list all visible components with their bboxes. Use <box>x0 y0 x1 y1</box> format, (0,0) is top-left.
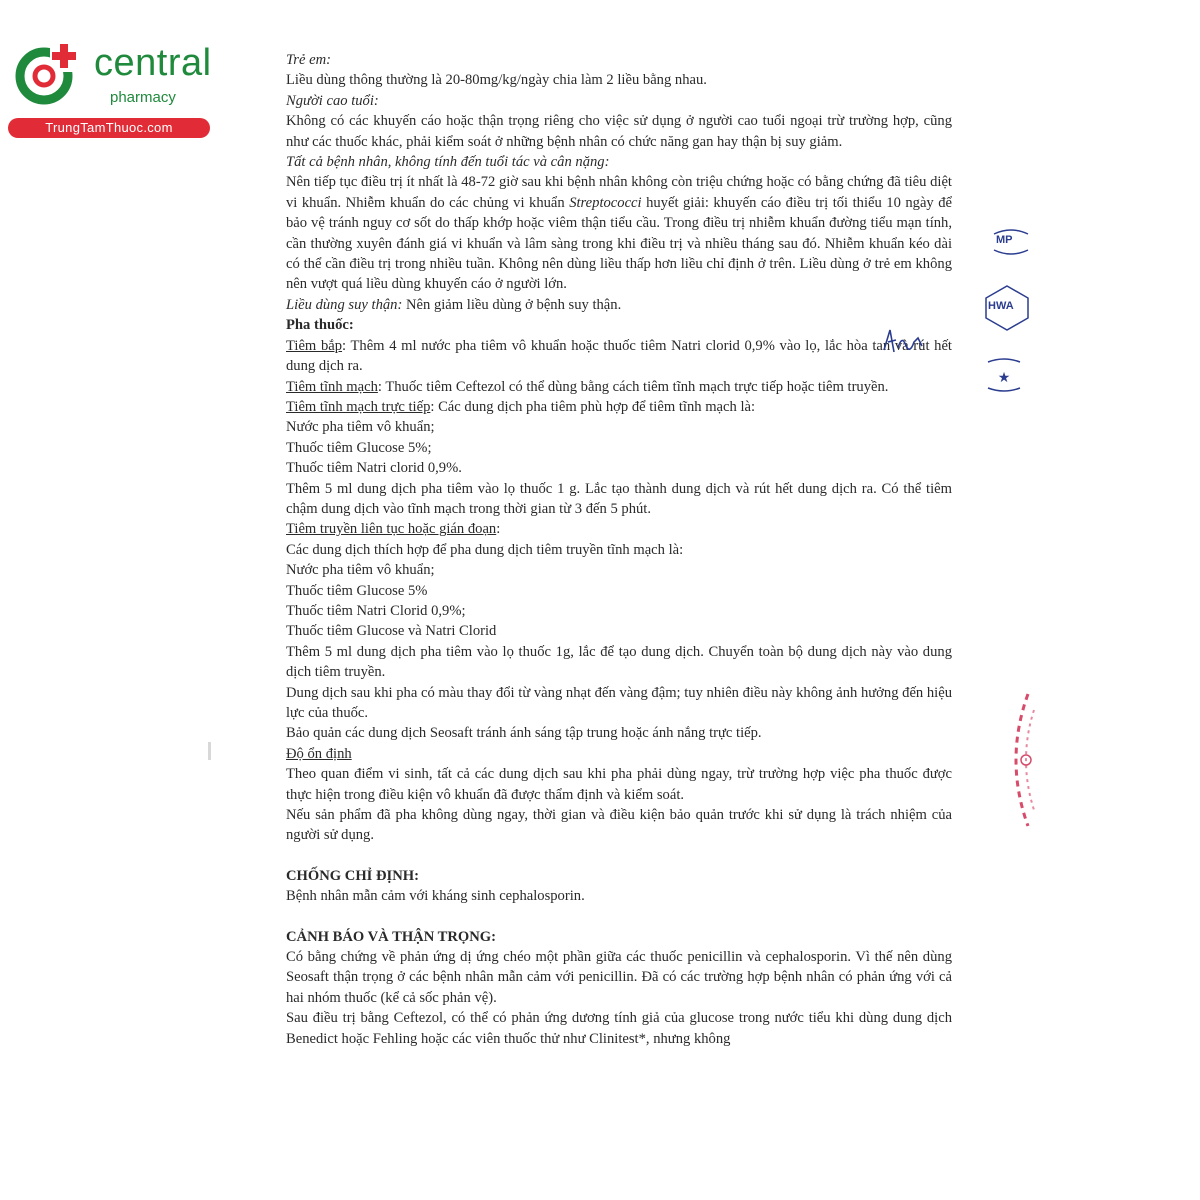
list-item: Thuốc tiêm Glucose và Natri Clorid <box>286 623 497 640</box>
list-item: Nước pha tiêm vô khuẩn; <box>286 562 435 579</box>
list-item: Thuốc tiêm Glucose 5% <box>286 582 428 599</box>
paragraph: Có bằng chứng về phản ứng dị ứng chéo một phần giữa các thuốc penicillin và cephalosporin. Vì thế nên dùng Seosaft thận trọng ở các bệnh nhân mẫn cảm với penicillin. Đã có các trường hợp bệnh nhân có phản ứng với cả hai nhóm thuốc (kể cả sốc phản vệ). <box>286 949 952 1006</box>
paragraph: Theo quan điểm vi sinh, tất cả các dung dịch sau khi pha phải dùng ngay, trừ trường hợp việc pha thuốc được thực hiện trong điều kiện vô khuẩn đã được thẩm định và kiểm soát. <box>286 766 952 803</box>
text-run: huyết giải: khuyến cáo điều trị tối thiểu 10 ngày để bảo vệ tránh nguy cơ sốt do thấp khớp hoặc viêm thận tiểu cầu. Trong điều trị nhiễm khuẩn đường tiểu mạn tính, cần thường xuyên đánh giá vi khuẩn và lâm sàng trong khi điều trị và nhiều tháng sau đó. Nhiễm khuẩn kéo dài có thể cần điều trị trong nhiều tuần. Không nên dùng liều thấp hơn liều chỉ định ở trên. Liều dùng ở trẻ em không nên vượt quá liều dùng khuyến cáo ở người lớn. <box>286 194 952 293</box>
section-children-heading: Trẻ em: <box>286 52 331 68</box>
direct-iv-label: Tiêm tĩnh mạch trực tiếp <box>286 398 431 415</box>
paragraph <box>286 295 952 315</box>
paragraph: Dung dịch sau khi pha có màu thay đổi từ vàng nhạt đến vàng đậm; tuy nhiên điều này không ảnh hưởng đến hiệu lực của thuốc. <box>286 684 952 721</box>
text-run: Nên giảm liều dùng ở bệnh suy thận. <box>402 296 622 313</box>
star-stamp-icon <box>984 358 1024 392</box>
paragraph <box>286 397 952 417</box>
iv-injection-label: Tiêm tĩnh mạch <box>286 378 378 395</box>
list-item: Thuốc tiêm Natri clorid 0,9%. <box>286 460 462 477</box>
im-injection-label: Tiêm bắp <box>286 337 343 354</box>
list-item: Thuốc tiêm Glucose 5%; <box>286 439 432 456</box>
list-item: Nước pha tiêm vô khuẩn; <box>286 419 435 436</box>
paragraph <box>286 172 952 294</box>
text-run: : <box>496 521 501 538</box>
section-elderly-heading: Người cao tuổi: <box>286 92 379 109</box>
text-run: Nên tiếp tục điều trị ít nhất là 48-72 giờ sau khi bệnh nhân không còn triệu chứng hoặc có bằng chứng đã tiêu diệt vi khuẩn. Nhiễm khuẩn do các chủng vi khuẩn <box>286 174 952 211</box>
stability-heading: Độ ổn định <box>286 745 352 762</box>
mp-stamp-icon <box>990 228 1032 256</box>
mp-stamp <box>996 234 1013 246</box>
mp-stamp-text: MP <box>996 234 1013 246</box>
renal-dose-label: Liều dùng suy thận: <box>286 296 403 313</box>
paragraph: Thêm 5 ml dung dịch pha tiêm vào lọ thuốc 1 g. Lắc tạo thành dung dịch và rút hết dung dịch ra. Có thể tiêm chậm dung dịch vào tĩnh mạch trong thời gian từ 3 đến 5 phút. <box>286 480 952 517</box>
paragraph: Bảo quản các dung dịch Seosaft tránh ánh sáng tập trung hoặc ánh nắng trực tiếp. <box>286 725 762 742</box>
text-run: : Các dung dịch pha tiêm phù hợp để tiêm tĩnh mạch là: <box>430 398 756 415</box>
section-all-patients-heading: Tất cả bệnh nhân, không tính đến tuổi tác và cân nặng: <box>286 154 610 171</box>
brand-name: central <box>94 42 212 84</box>
section-preparation-heading: Pha thuốc: <box>286 317 354 334</box>
document-body <box>286 50 952 1049</box>
brand-subtitle: pharmacy <box>110 89 176 106</box>
section-warnings-heading: CẢNH BÁO VÀ THẬN TRỌNG: <box>286 928 497 945</box>
brand-url-badge[interactable]: TrungTamThuoc.com <box>8 118 210 138</box>
hwa-stamp <box>988 300 1014 312</box>
red-seal-stamp-icon <box>1000 690 1040 830</box>
paragraph <box>286 519 952 539</box>
infusion-label: Tiêm truyền liên tục hoặc gián đoạn <box>286 521 497 538</box>
scan-artifact <box>208 742 211 760</box>
text-run: : Thêm 4 ml nước pha tiêm vô khuẩn hoặc thuốc tiêm Natri clorid 0,9% vào lọ, lắc hòa tan và rút hết dung dịch ra. <box>286 337 952 375</box>
paragraph: Các dung dịch thích hợp để pha dung dịch tiêm truyền tĩnh mạch là: <box>286 541 684 558</box>
paragraph <box>286 377 952 397</box>
svg-text:★: ★ <box>997 370 1011 386</box>
signature-icon <box>876 320 936 360</box>
paragraph: Sau điều trị bằng Ceftezol, có thể có phản ứng dương tính giả của glucose trong nước tiểu khi dùng dung dịch Benedict hoặc Fehling hoặc các viên thuốc thử như Clinitest*, nhưng không <box>286 1010 952 1047</box>
hwa-stamp-text: HWA <box>988 300 1014 312</box>
central-pharmacy-logo-icon <box>10 38 82 110</box>
text-run-italic: Streptococci <box>569 194 642 211</box>
paragraph: Nếu sản phẩm đã pha không dùng ngay, thời gian và điều kiện bảo quản trước khi sử dụng là trách nhiệm của người sử dụng. <box>286 807 952 844</box>
paragraph: Bệnh nhân mẫn cảm với kháng sinh cephalosporin. <box>286 888 585 905</box>
paragraph <box>286 336 952 377</box>
hwa-stamp-icon <box>982 284 1032 332</box>
paragraph: Không có các khuyến cáo hoặc thận trọng riêng cho việc sử dụng ở người cao tuổi ngoại trừ trường hợp, cũng như các thuốc khác, phải kiểm soát ở những bệnh nhân có chức năng gan hay thận bị suy giảm. <box>286 113 952 150</box>
list-item: Thuốc tiêm Natri Clorid 0,9%; <box>286 602 466 619</box>
paragraph: Thêm 5 ml dung dịch pha tiêm vào lọ thuốc 1g, lắc để tạo dung dịch. Chuyển toàn bộ dung dịch này vào dung dịch tiêm truyền. <box>286 643 952 681</box>
paragraph: Liều dùng thông thường là 20-80mg/kg/ngày chia làm 2 liều bằng nhau. <box>286 72 707 89</box>
text-run: : Thuốc tiêm Ceftezol có thể dùng bằng cách tiêm tĩnh mạch trực tiếp hoặc tiêm truyền. <box>377 378 889 395</box>
section-contraindications-heading: CHỐNG CHỈ ĐỊNH: <box>286 867 419 884</box>
